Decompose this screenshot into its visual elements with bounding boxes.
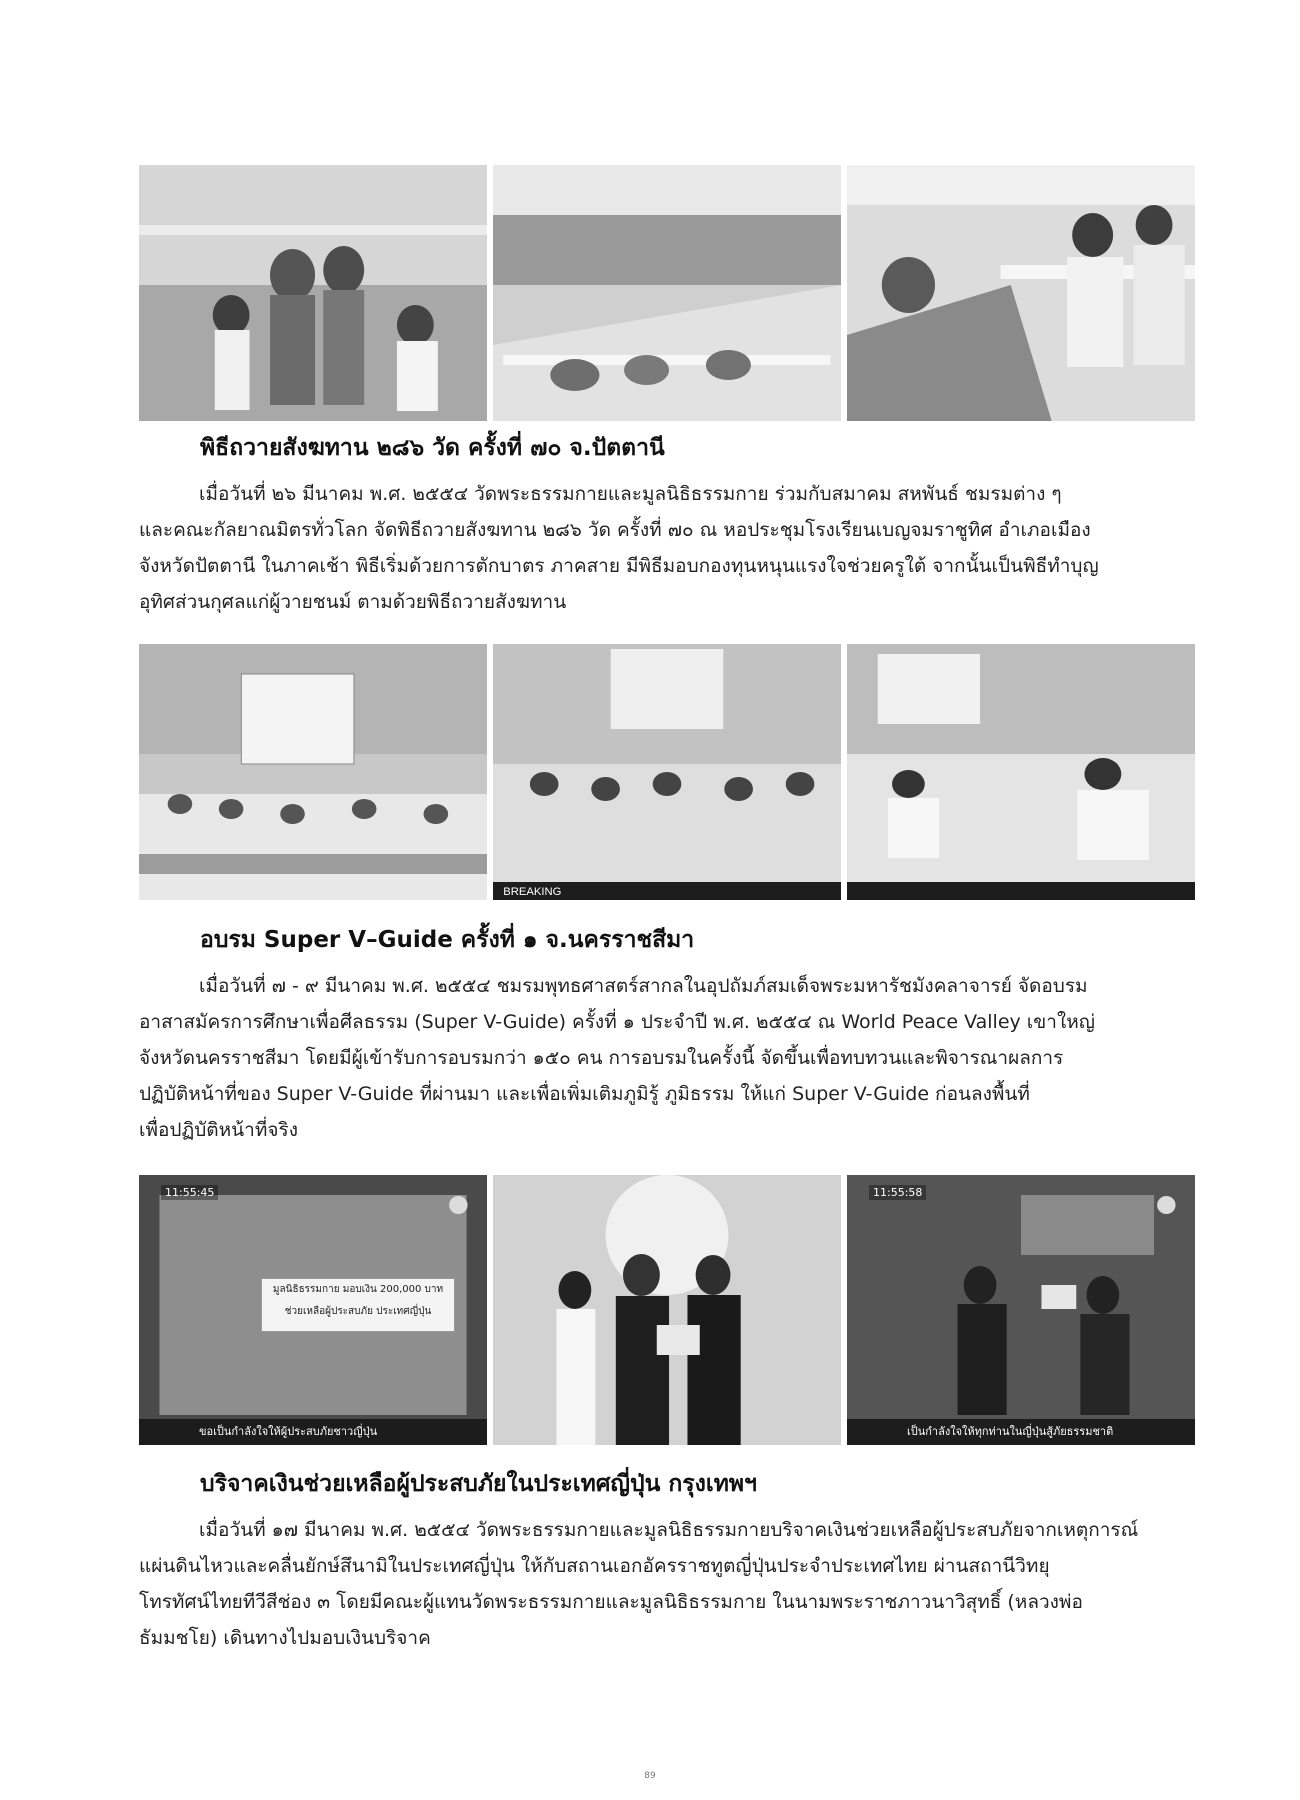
photo-tv-donation-card — [139, 1175, 487, 1445]
tv-caption: ขอเป็นกำลังใจให้ผู้ประสบภัยชาวญี่ปุ่น — [139, 1419, 487, 1445]
paragraph-line: ปฏิบัติหน้าที่ของ Super V-Guide ที่ผ่านมา และเพื่อเพิ่มเติมภูมิรู้ ภูมิธรรม ให้แก่ Super V-Guide ก่อนลงพื้นที่ — [139, 1083, 1030, 1105]
photo-training-audience — [493, 644, 841, 900]
paragraph-line: อุทิศส่วนกุศลแก่ผู้วายชนม์ ตามด้วยพิธีถวายสังฆทาน — [139, 591, 567, 613]
photo-monks-alms — [139, 165, 487, 421]
breaking-label: BREAKING — [503, 886, 562, 898]
photo-hall-ceremony — [493, 165, 841, 421]
tv-caption: เป็นกำลังใจให้ทุกท่านในญี่ปุ่นสู้ภัยธรรมชาติ — [847, 1419, 1195, 1445]
photo-training-screen — [139, 644, 487, 900]
section-title-ceremony: พิธีถวายสังฆทาน ๒๘๖ วัด ครั้งที่ ๗๐ จ.ปัตตานี — [200, 435, 665, 461]
donation-card-line: มูลนิธิธรรมกาย มอบเงิน 200,000 บาท — [272, 1284, 444, 1295]
photo-tv-handover — [493, 1175, 841, 1445]
paragraph-line: จังหวัดนครราชสีมา โดยมีผู้เข้ารับการอบรมกว่า ๑๕๐ คน การอบรมในครั้งนี้ จัดขึ้นเพื่อทบทวนและพิจารณาผลการ — [139, 1047, 1064, 1069]
photo-row-training — [139, 644, 1195, 900]
paragraph-line: เมื่อวันที่ ๗ - ๙ มีนาคม พ.ศ. ๒๕๕๔ ชมรมพุทธศาสตร์สากลในอุปถัมภ์สมเด็จพระมหารัชมังคลาจารย์ จัดอบรม — [199, 975, 1088, 997]
photo-row-donation — [139, 1175, 1195, 1445]
paragraph-line: จังหวัดปัตตานี ในภาคเช้า พิธีเริ่มด้วยการตักบาตร ภาคสาย มีพิธีมอบกองทุนหนุนแรงใจช่วยครูใต้ จากนั้นเป็นพิธีทำบุญ — [139, 555, 1099, 577]
paragraph-line: และคณะกัลยาณมิตรทั่วโลก จัดพิธีถวายสังฆทาน ๒๘๖ วัด ครั้งที่ ๗๐ ณ หอประชุมโรงเรียนเบญจมราชูทิศ อำเภอเมือง — [139, 519, 1091, 541]
paragraph-training — [139, 968, 1195, 1148]
photo-tv-studio — [847, 1175, 1195, 1445]
section-title-training: อบรม Super V–Guide ครั้งที่ ๑ จ.นครราชสีมา — [200, 927, 695, 953]
paragraph-ceremony — [139, 476, 1195, 620]
paragraph-line: แผ่นดินไหวและคลื่นยักษ์สึนามิในประเทศญี่ปุ่น ให้กับสถานเอกอัครราชทูตญี่ปุ่นประจำประเทศไทย ผ่านสถานีวิทยุ — [139, 1555, 1050, 1577]
photo-row-ceremony — [139, 165, 1195, 421]
paragraph-line: อาสาสมัครการศึกษาเพื่อศีลธรรม (Super V-Guide) ครั้งที่ ๑ ประจำปี พ.ศ. ๒๕๕๔ ณ World Peace Valley เขาใหญ่ — [139, 1011, 1095, 1033]
tv-timestamp: 11:55:58 — [869, 1185, 926, 1200]
photo-training-seated — [847, 644, 1195, 900]
photo-monks-receiving — [847, 165, 1195, 421]
paragraph-line: ธัมมชโย) เดินทางไปมอบเงินบริจาค — [139, 1627, 431, 1649]
paragraph-line: เพื่อปฏิบัติหน้าที่จริง — [139, 1119, 298, 1141]
paragraph-donation — [139, 1512, 1195, 1656]
paragraph-line: เมื่อวันที่ ๑๗ มีนาคม พ.ศ. ๒๕๕๔ วัดพระธรรมกายและมูลนิธิธรรมกายบริจาคเงินช่วยเหลือผู้ประสบภัยจากเหตุการณ์ — [199, 1519, 1139, 1541]
section-title-donation: บริจาคเงินช่วยเหลือผู้ประสบภัยในประเทศญี่ปุ่น กรุงเทพฯ — [200, 1471, 757, 1497]
page-number: 89 — [644, 1771, 656, 1781]
paragraph-line: เมื่อวันที่ ๒๖ มีนาคม พ.ศ. ๒๕๕๔ วัดพระธรรมกายและมูลนิธิธรรมกาย ร่วมกับสมาคม สหพันธ์ ชมรมต่าง ๆ — [199, 483, 1062, 505]
donation-card — [261, 1278, 455, 1332]
paragraph-line: โทรทัศน์ไทยทีวีสีช่อง ๓ โดยมีคณะผู้แทนวัดพระธรรมกายและมูลนิธิธรรมกาย ในนามพระราชภาวนาวิสุทธิ์ (หลวงพ่อ — [139, 1591, 1083, 1613]
donation-card-line: ช่วยเหลือผู้ประสบภัย ประเทศญี่ปุ่น — [284, 1306, 432, 1317]
tv-timestamp: 11:55:45 — [161, 1185, 218, 1200]
